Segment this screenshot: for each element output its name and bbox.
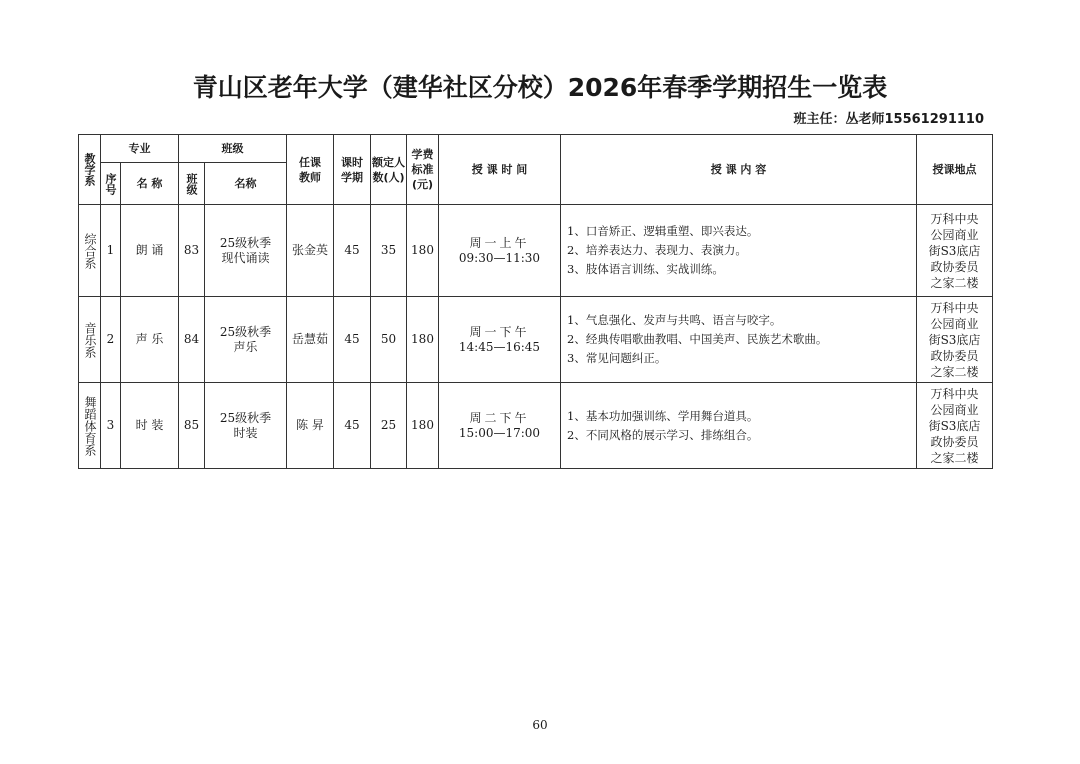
time-cell: 周二下午 15:00—17:00: [439, 383, 561, 469]
content-cell: 1、气息强化、发声与共鸣、语言与咬字。 2、经典传唱歌曲教唱、中国美声、民族艺术歌曲。 3、常见问题纠正。: [561, 297, 917, 383]
major-cell: 声 乐: [121, 297, 179, 383]
header-quota: 额定人数(人): [371, 135, 407, 205]
header-dept: 教学系: [79, 135, 101, 205]
header-teacher: 任课教师: [287, 135, 334, 205]
header-major-name: 名 称: [121, 163, 179, 205]
class-no-cell: 84: [179, 297, 205, 383]
header-class-no: 班级: [179, 163, 205, 205]
dept-cell: 综合系: [79, 205, 101, 297]
page-number: 60: [532, 718, 548, 732]
table-row: [79, 383, 993, 469]
seq-cell: 2: [101, 297, 121, 383]
major-cell: 时 装: [121, 383, 179, 469]
hours-cell: 45: [334, 205, 371, 297]
major-cell: 朗 诵: [121, 205, 179, 297]
header-seq: 序号: [101, 163, 121, 205]
content-cell: 1、口音矫正、逻辑重塑、即兴表达。 2、培养表达力、表现力、表演力。 3、肢体语言训练、实战训练。: [561, 205, 917, 297]
location-cell: 万科中央 公园商业 街S3底店 政协委员 之家二楼: [917, 205, 993, 297]
header-class-name: 名称: [205, 163, 287, 205]
teacher-cell: 岳慧茹: [287, 297, 334, 383]
location-cell: 万科中央 公园商业 街S3底店 政协委员 之家二楼: [917, 383, 993, 469]
class-no-cell: 85: [179, 383, 205, 469]
hours-cell: 45: [334, 383, 371, 469]
header-content: 授 课 内 容: [561, 135, 917, 205]
fee-cell: 180: [407, 297, 439, 383]
quota-cell: 50: [371, 297, 407, 383]
class-name-cell: 25级秋季 现代诵读: [205, 205, 287, 297]
header-time: 授 课 时 间: [439, 135, 561, 205]
hours-cell: 45: [334, 297, 371, 383]
teacher-cell: 陈 昇: [287, 383, 334, 469]
content-cell: 1、基本功加强训练、学用舞台道具。 2、不同风格的展示学习、排练组合。: [561, 383, 917, 469]
class-name-cell: 25级秋季 声乐: [205, 297, 287, 383]
document-title: 青山区老年大学（建华社区分校）2026年春季学期招生一览表: [192, 73, 888, 102]
teacher-cell: 张金英: [287, 205, 334, 297]
fee-cell: 180: [407, 383, 439, 469]
quota-cell: 35: [371, 205, 407, 297]
seq-cell: 3: [101, 383, 121, 469]
dept-cell: 音乐系: [79, 297, 101, 383]
class-no-cell: 83: [179, 205, 205, 297]
fee-cell: 180: [407, 205, 439, 297]
head-teacher-info: 班主任：丛老师15561291110: [793, 112, 984, 127]
header-class: 班级: [179, 135, 287, 163]
enrollment-table: [78, 134, 993, 469]
location-cell: 万科中央 公园商业 街S3底店 政协委员 之家二楼: [917, 297, 993, 383]
header-hours: 课时学期: [334, 135, 371, 205]
time-cell: 周一上午 09:30—11:30: [439, 205, 561, 297]
class-name-cell: 25级秋季 时装: [205, 383, 287, 469]
header-fee: 学费标准(元): [407, 135, 439, 205]
table-row: [79, 205, 993, 297]
time-cell: 周一下午 14:45—16:45: [439, 297, 561, 383]
table-row: [79, 297, 993, 383]
seq-cell: 1: [101, 205, 121, 297]
quota-cell: 25: [371, 383, 407, 469]
dept-cell: 舞蹈体育系: [79, 383, 101, 469]
header-location: 授课地点: [917, 135, 993, 205]
header-major: 专业: [101, 135, 179, 163]
